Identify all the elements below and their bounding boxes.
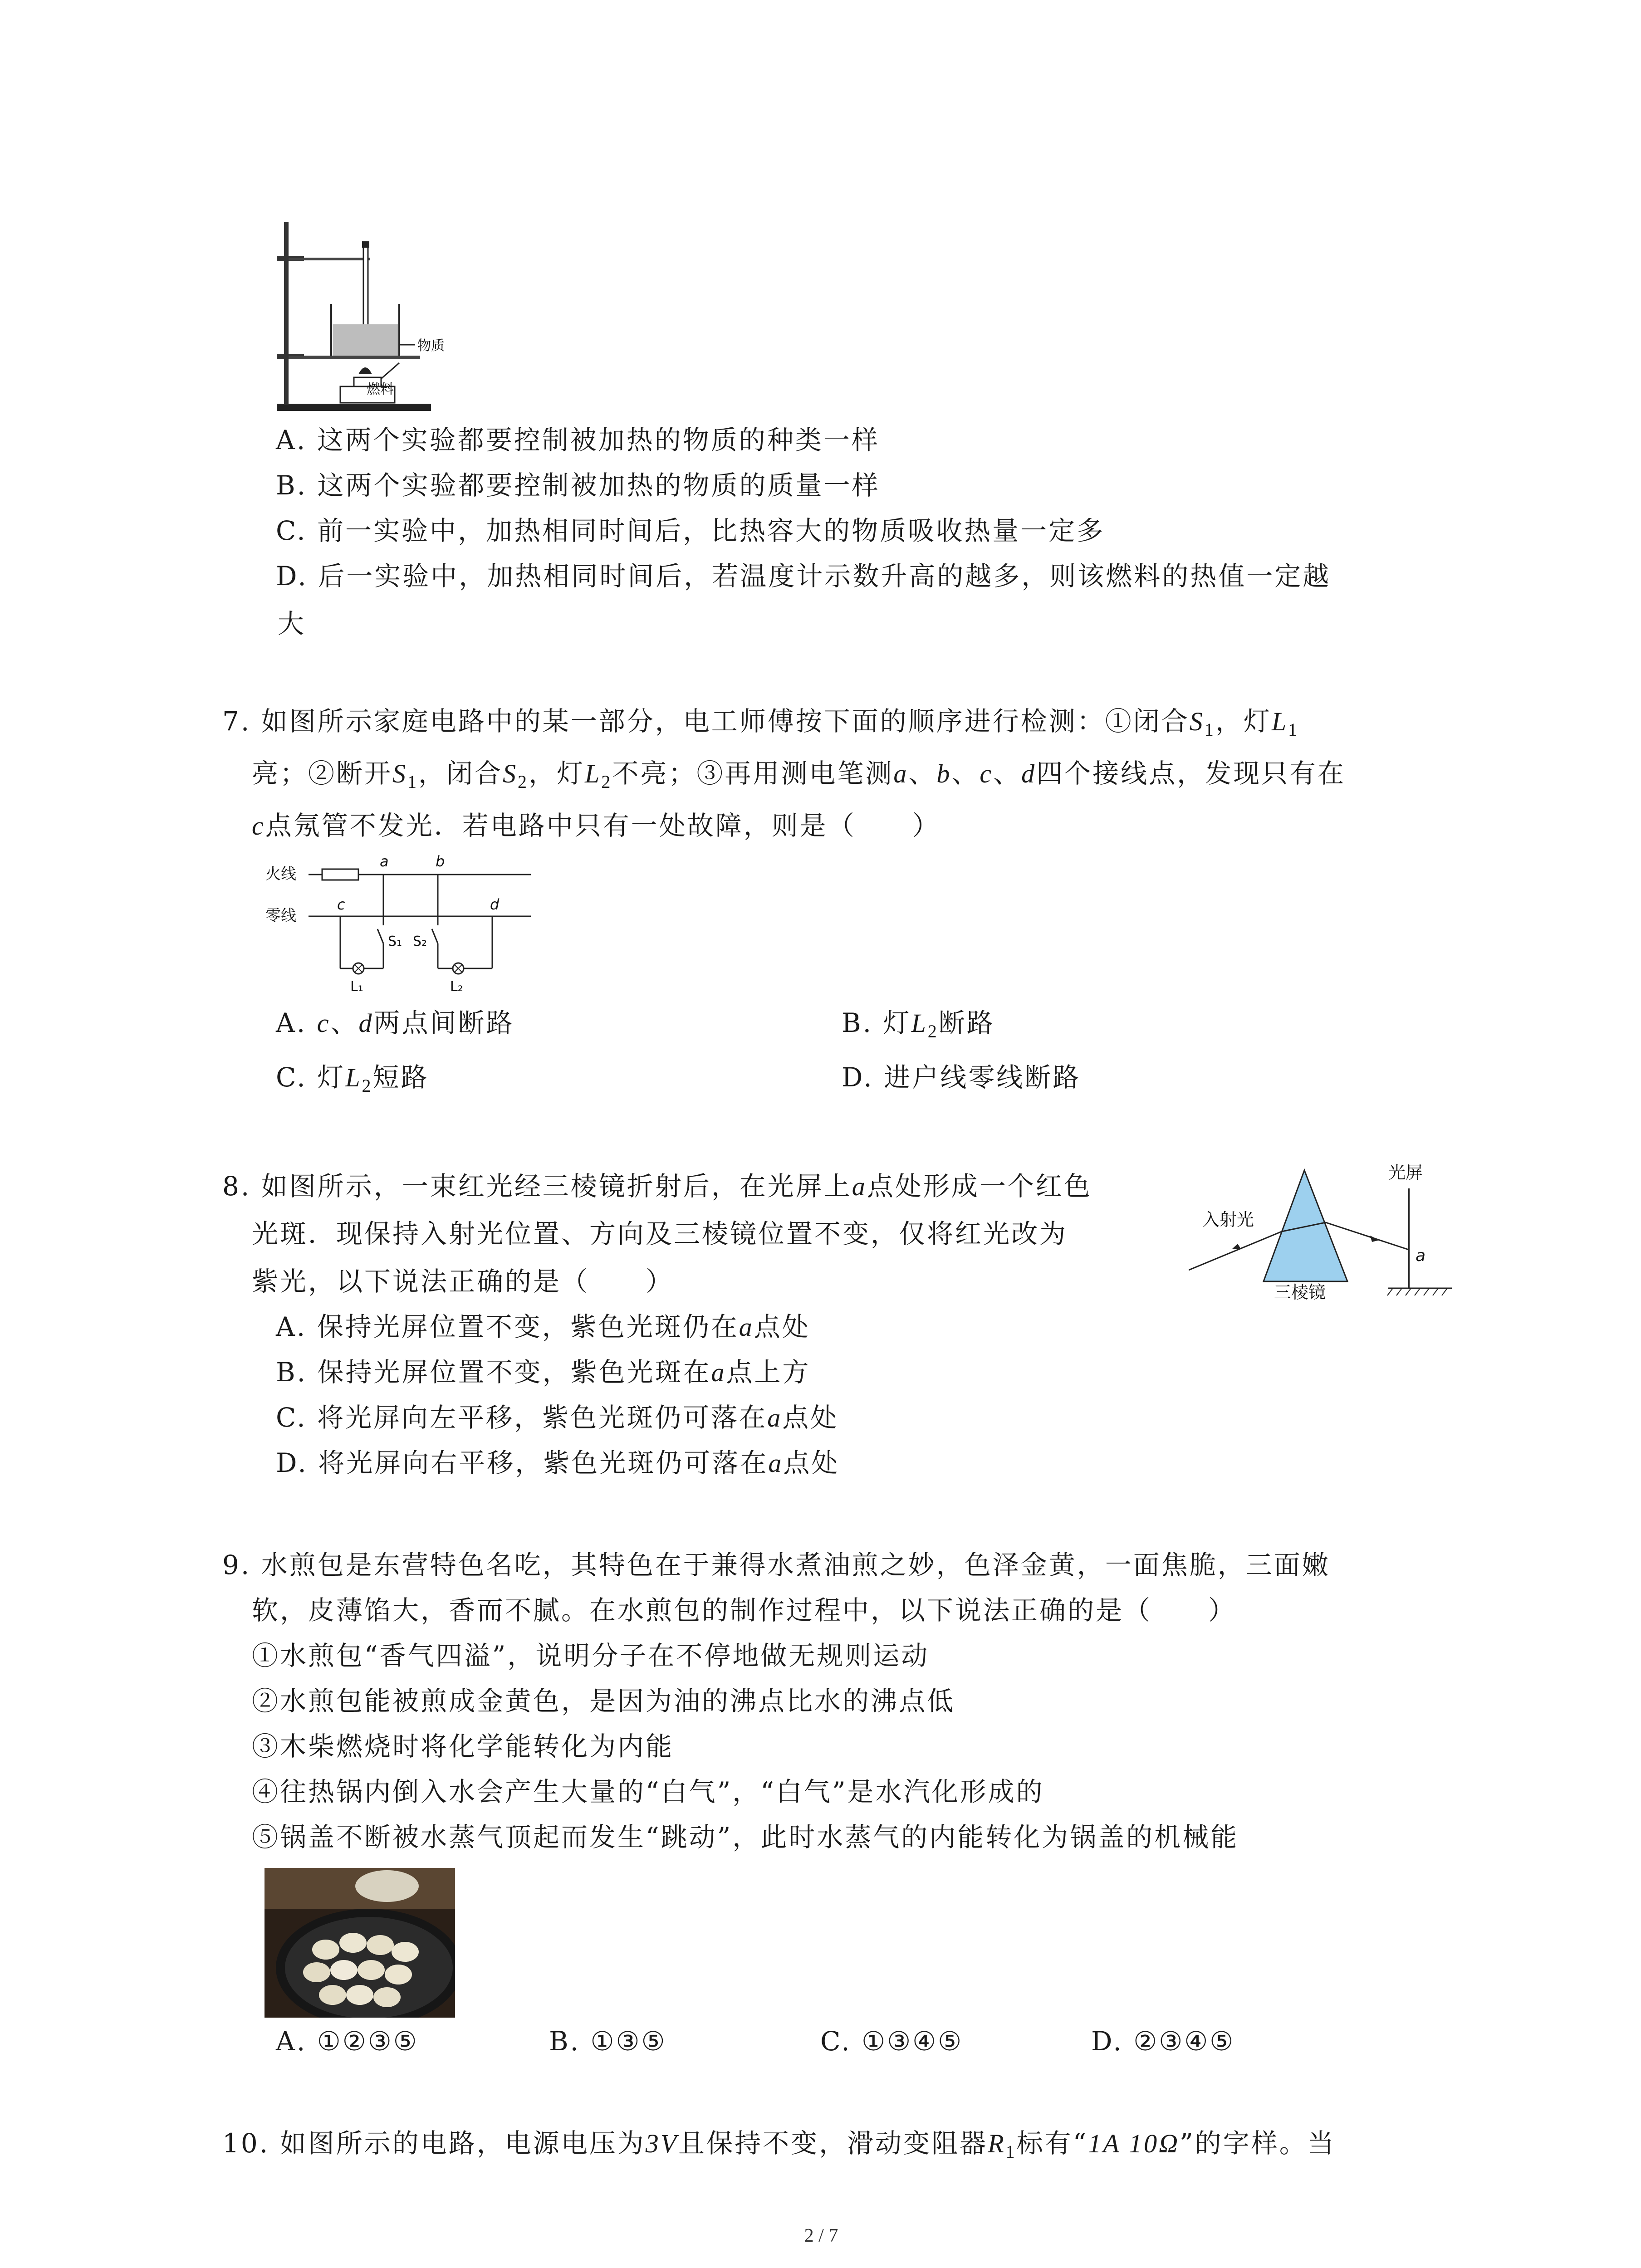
q7-line-2: 亮；②断开$S_1$，闭合$S_2$，灯$L_2$不亮；③再用测电笔测a、b、c、d四个接线点，发现只有在 [252, 758, 1346, 792]
buns-photo [265, 1868, 455, 2018]
q9-statement-5: ⑤锅盖不断被水蒸气顶起而发生“跳动”，此时水蒸气的内能转化为锅盖的机械能 [252, 1822, 1239, 1853]
q8-option-d: D. 将光屏向右平移，紫色光斑仍可落在a点处 [276, 1447, 840, 1478]
page-number: 2 / 7 [804, 2225, 838, 2246]
point-a-label: a [380, 853, 389, 870]
q9-option-d: D. ②③④⑤ [1091, 2026, 1235, 2057]
q6-option-a: A. 这两个实验都要控制被加热的物质的种类一样 [276, 425, 880, 455]
point-b-label: b [436, 853, 445, 870]
point-d-label: d [490, 896, 500, 913]
label-live-wire: 火线 [265, 865, 296, 883]
q7-option-c: C. 灯$L_2$短路 [276, 1062, 429, 1096]
household-circuit-figure [263, 853, 544, 1002]
q9-line-2: 软，皮薄馅大，香而不腻。在水煎包的制作过程中，以下说法正确的是（ ） [252, 1595, 1237, 1626]
q9-line-1: 9. 水煎包是东营特色名吃，其特色在于兼得水煮油煎之妙，色泽金黄，一面焦脆，三面嫩 [222, 1549, 1330, 1580]
q8-line-2: 光斑．现保持入射光位置、方向及三棱镜位置不变，仅将红光改为 [252, 1218, 1068, 1249]
q8-number: 8. [222, 1171, 251, 1202]
q8-line-3: 紫光，以下说法正确的是（ ） [252, 1266, 674, 1297]
prism-figure [1189, 1152, 1461, 1315]
q8-option-a: A. 保持光屏位置不变，紫色光斑仍在a点处 [276, 1311, 810, 1342]
q9-option-c: C. ①③④⑤ [820, 2026, 964, 2057]
q9-statement-3: ③木柴燃烧时将化学能转化为内能 [252, 1731, 674, 1762]
q7-number: 7. [222, 706, 251, 737]
q7-option-b: B. 灯$L_2$断路 [842, 1007, 995, 1041]
q6-option-d-cont: 大 [278, 608, 306, 639]
q7-option-d: D. 进户线零线断路 [842, 1062, 1081, 1093]
q7-line-1: 7. 如图所示家庭电路中的某一部分，电工师傅按下面的顺序进行检测：①闭合$S_1$，灯$L_1$ [222, 706, 1299, 740]
q9-statement-1: ①水煎包“香气四溢”，说明分子在不停地做无规则运动 [252, 1640, 930, 1671]
label-neutral-wire: 零线 [265, 907, 296, 925]
label-incident-light: 入射光 [1202, 1210, 1254, 1230]
q7-line-3: c点氖管不发光．若电路中只有一处故障，则是（ ） [252, 810, 941, 841]
q9-number: 9. [222, 1549, 251, 1580]
lamp-l1-label: L₁ [350, 979, 363, 995]
q9-statement-4: ④往热锅内倒入水会产生大量的“白气”，“白气”是水汽化形成的 [252, 1776, 1044, 1807]
q8-option-c: C. 将光屏向左平移，紫色光斑仍可落在a点处 [276, 1402, 839, 1433]
q9-statement-2: ②水煎包能被煎成金黄色，是因为油的沸点比水的沸点低 [252, 1686, 955, 1716]
switch-s1-label: S₁ [388, 934, 402, 949]
q6-option-c: C. 前一实验中，加热相同时间后，比热容大的物质吸收热量一定多 [276, 515, 1105, 546]
q8-line-1: 8. 如图所示，一束红光经三棱镜折射后，在光屏上a点处形成一个红色 [222, 1171, 1092, 1202]
q7-option-a: A. c、d两点间断路 [276, 1007, 514, 1038]
q9-option-a: A. ①②③⑤ [276, 2026, 419, 2057]
heating-apparatus-figure [268, 218, 458, 413]
label-screen: 光屏 [1388, 1163, 1423, 1183]
label-fuel: 燃料 [367, 381, 394, 397]
point-c-label: c [337, 896, 345, 913]
q8-option-b: B. 保持光屏位置不变，紫色光斑在a点上方 [276, 1357, 811, 1388]
switch-s2-label: S₂ [413, 934, 427, 949]
label-point-a: a [1416, 1246, 1426, 1265]
label-substance: 物质 [417, 338, 445, 354]
q6-option-b: B. 这两个实验都要控制被加热的物质的质量一样 [276, 470, 880, 501]
q10-line-1: 10. 如图所示的电路，电源电压为3V且保持不变，滑动变阻器$R_1$标有“1A 10Ω”的字样。当 [222, 2128, 1336, 2162]
label-prism: 三棱镜 [1274, 1282, 1326, 1302]
q10-number: 10. [222, 2128, 270, 2159]
q9-option-b: B. ①③⑤ [549, 2026, 667, 2057]
lamp-l2-label: L₂ [450, 979, 463, 995]
q6-option-d: D. 后一实验中，加热相同时间后，若温度计示数升高的越多，则该燃料的热值一定越 [276, 561, 1331, 591]
